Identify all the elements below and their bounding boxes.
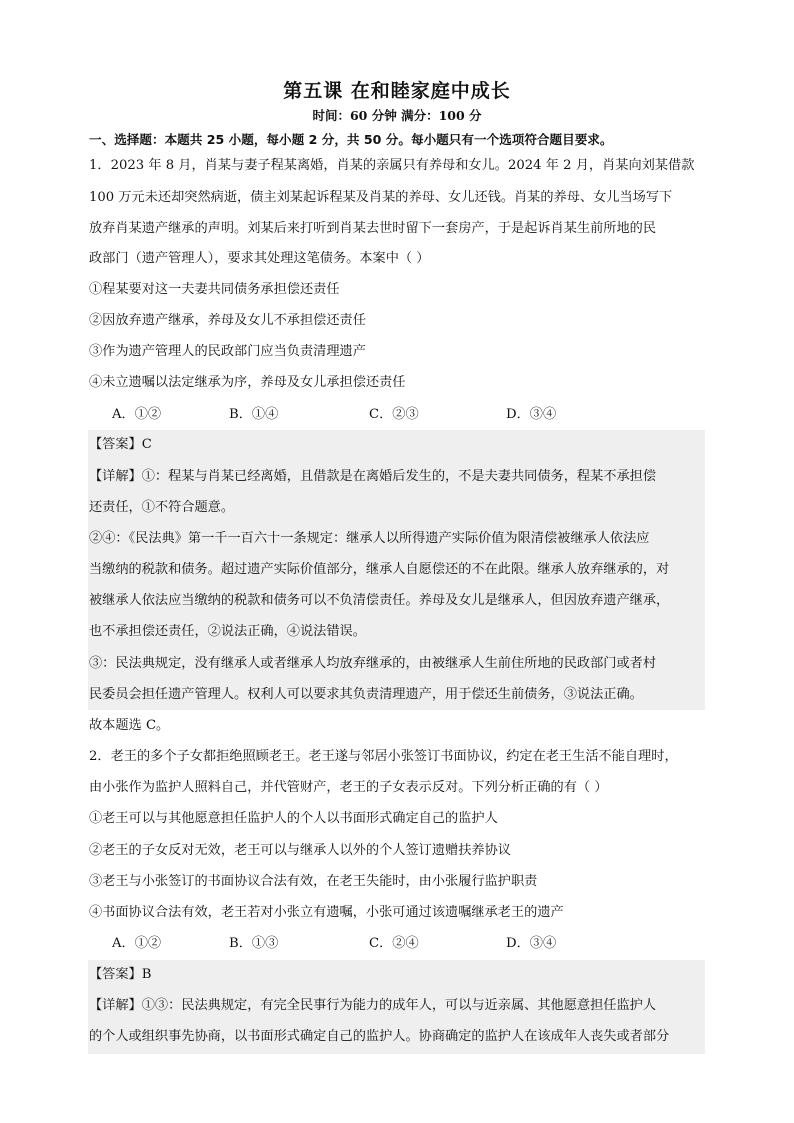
q2-stem-line: 由小张作为监护人照料自己，并代管财产，老王的子女表示反对。下列分析正确的有（ ） <box>89 780 608 795</box>
q1-options <box>112 406 586 424</box>
q2-option-d: D．③④ <box>506 936 557 951</box>
q1-option-d: D．③④ <box>506 407 557 422</box>
q1-item: ③作为遗产管理人的民政部门应当负责清理遗产 <box>89 344 366 359</box>
q1-analysis-line: 当缴纳的税款和债务。超过遗产实际价值部分，继承人自愿偿还的不在此限。继承人放弃继承的，对 <box>89 562 670 577</box>
q1-analysis-line: ③：民法典规定，没有继承人或者继承人均放弃继承的，由被继承人生前住所地的民政部门或者村 <box>89 656 657 671</box>
q1-analysis-line: 也不承担偿还责任，②说法正确，④说法错误。 <box>89 624 366 639</box>
q1-stem-line: 政部门（遗产管理人），要求其处理这笔债务。本案中（ ） <box>89 251 430 266</box>
q1-analysis-line: 【详解】①：程某与肖某已经离婚，且借款是在离婚后发生的，不是夫妻共同债务，程某不承担偿 <box>89 469 657 484</box>
q2-option-c: C．②④ <box>369 936 419 951</box>
q2-answer: 【答案】B <box>89 967 152 982</box>
q1-item: ④未立遗嘱以法定继承为序，养母及女儿承担偿还责任 <box>89 375 406 390</box>
q1-analysis-line: 民委员会担任遗产管理人。权利人可以要求其负责清理遗产，用于偿还生前债务，③说法正确。 <box>89 687 643 702</box>
q1-stem-line: 放弃肖某遗产继承的声明。刘某后来打听到肖某去世时留下一套房产，于是起诉肖某生前所地的民 <box>89 221 657 236</box>
q2-item: ④书面协议合法有效，老王若对小张立有遗嘱，小张可通过该遗嘱继承老王的遗产 <box>89 905 564 920</box>
q2-analysis-line: 的个人或组织事先协商，以书面形式确定自己的监护人。协商确定的监护人在该成年人丧失或者部分 <box>89 1029 670 1044</box>
q1-analysis-line: 还责任，①不符合题意。 <box>89 500 235 515</box>
q1-option-a: A．①② <box>112 407 162 422</box>
page-title: 第五课 在和睦家庭中成长 <box>283 80 511 102</box>
q1-conclusion: 故本题选 C。 <box>89 718 170 733</box>
q2-stem-line: 2．老王的多个子女都拒绝照顾老王。老王遂与邻居小张签订书面协议，约定在老王生活不能自理时， <box>89 749 678 764</box>
section-header: 一、选择题：本题共 25 小题，每小题 2 分，共 50 分。每小题只有一个选项符合题目要求。 <box>89 132 613 147</box>
q1-analysis-line: ②④：《民法典》第一千一百六十一条规定：继承人以所得遗产实际价值为限清偿被继承人依法应 <box>89 531 650 546</box>
q2-analysis-line: 【详解】①③：民法典规定，有完全民事行为能力的成年人，可以与近亲属、其他愿意担任监护人 <box>89 998 657 1013</box>
q1-analysis-line: 被继承人依法应当缴纳的税款和债务可以不负清偿责任。养母及女儿是继承人，但因放弃遗产继承， <box>89 593 670 608</box>
q1-item: ①程某要对这一夫妻共同债务承担偿还责任 <box>89 282 340 297</box>
q1-stem-line: 100 万元未还却突然病逝，债主刘某起诉程某及肖某的养母、女儿还钱。肖某的养母、女儿当场写下 <box>89 190 673 205</box>
q2-options <box>112 935 586 953</box>
q2-option-b: B．①③ <box>229 936 279 951</box>
q2-item: ③老王与小张签订的书面协议合法有效，在老王失能时，由小张履行监护职责 <box>89 874 538 889</box>
q2-option-a: A．①② <box>112 936 162 951</box>
exam-info: 时间：60 分钟 满分：100 分 <box>312 108 482 123</box>
q2-item: ①老王可以与其他愿意担任监护人的个人以书面形式确定自己的监护人 <box>89 811 498 826</box>
q1-stem-line: 1．2023 年 8 月，肖某与妻子程某离婚，肖某的亲属只有养母和女儿。2024 年 2 月，肖某向刘某借款 <box>89 158 695 173</box>
q1-answer: 【答案】C <box>89 437 152 452</box>
q1-item: ②因放弃遗产继承，养母及女儿不承担偿还责任 <box>89 313 366 328</box>
q1-option-b: B．①④ <box>229 407 279 422</box>
q2-item: ②老王的子女反对无效，老王可以与继承人以外的个人签订遗赠扶养协议 <box>89 843 511 858</box>
q1-option-c: C．②③ <box>369 407 419 422</box>
